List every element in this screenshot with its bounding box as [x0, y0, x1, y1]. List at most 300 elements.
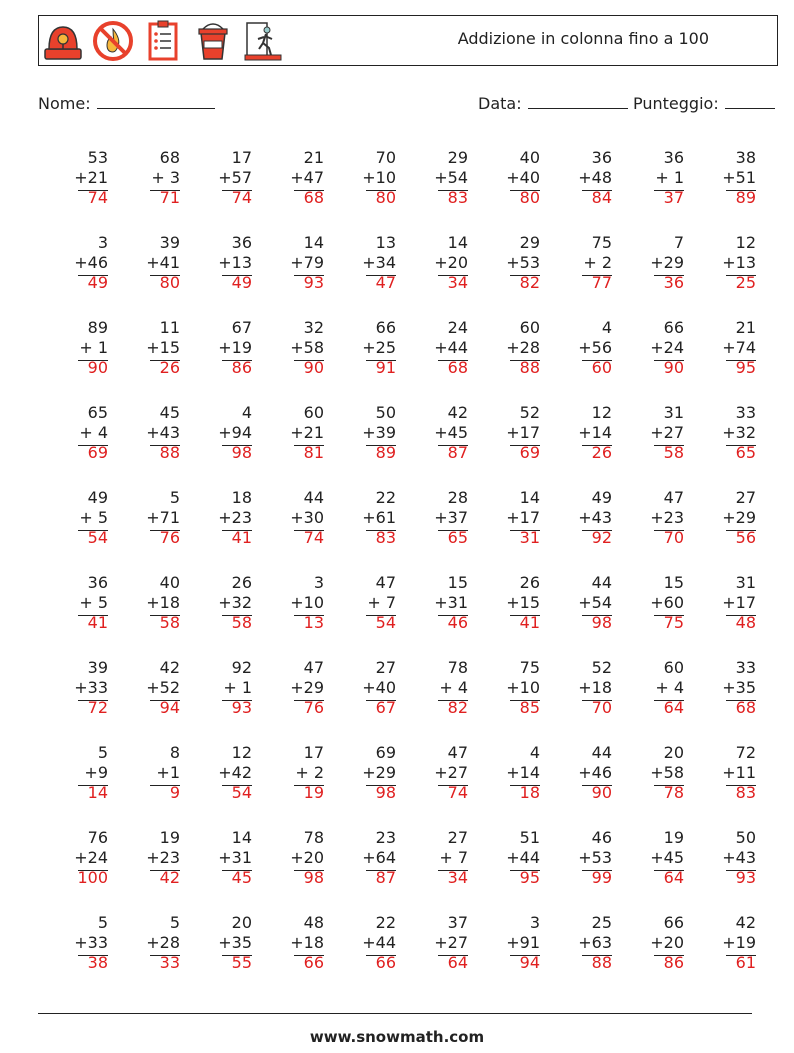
- addend-bottom: +13: [218, 253, 252, 272]
- answer: 65: [447, 528, 468, 547]
- addend-bottom: +30: [290, 508, 324, 527]
- addend-bottom: +40: [362, 678, 396, 697]
- answer: 25: [735, 273, 756, 292]
- addend-bottom: +54: [578, 593, 612, 612]
- addend-top: 31: [735, 573, 756, 592]
- answer: 54: [231, 783, 252, 802]
- addend-bottom: +14: [506, 763, 540, 782]
- addition-problem: [398, 911, 470, 996]
- addition-problem: [326, 826, 398, 911]
- addend-bottom: +43: [578, 508, 612, 527]
- addend-top: 36: [231, 233, 252, 252]
- answer: 65: [735, 443, 756, 462]
- answer: 66: [375, 953, 396, 972]
- addition-problem: [254, 146, 326, 231]
- answer: 85: [519, 698, 540, 717]
- addend-bottom: +61: [362, 508, 396, 527]
- addition-problem: [38, 826, 110, 911]
- answer: 74: [303, 528, 324, 547]
- addend-top: 4: [241, 403, 252, 422]
- answer: 91: [375, 358, 396, 377]
- addend-bottom: +45: [434, 423, 468, 442]
- addend-top: 72: [735, 743, 756, 762]
- addition-problem: [398, 401, 470, 486]
- addend-top: 21: [735, 318, 756, 337]
- addend-top: 4: [601, 318, 612, 337]
- addition-problem: [542, 146, 614, 231]
- answer: 71: [159, 188, 180, 207]
- addition-problem: [326, 656, 398, 741]
- addend-top: 36: [663, 148, 684, 167]
- answer: 80: [159, 273, 180, 292]
- addition-problem: [542, 911, 614, 996]
- fire-alarm-icon: [41, 19, 85, 63]
- addition-problem: [470, 911, 542, 996]
- addend-top: 5: [97, 743, 108, 762]
- answer: 88: [519, 358, 540, 377]
- addition-problem: [614, 571, 686, 656]
- addition-problem: [542, 656, 614, 741]
- addend-top: 28: [447, 488, 468, 507]
- answer: 54: [87, 528, 108, 547]
- addend-bottom: +18: [290, 933, 324, 952]
- answer: 98: [591, 613, 612, 632]
- addend-top: 33: [735, 403, 756, 422]
- addition-problem: [470, 401, 542, 486]
- addition-problem: [326, 231, 398, 316]
- addition-problem: [254, 231, 326, 316]
- answer: 89: [735, 188, 756, 207]
- addend-bottom: +46: [578, 763, 612, 782]
- addend-bottom: +18: [146, 593, 180, 612]
- addend-bottom: +17: [506, 508, 540, 527]
- addend-top: 42: [159, 658, 180, 677]
- addition-problem: [614, 826, 686, 911]
- answer: 58: [663, 443, 684, 462]
- answer: 90: [663, 358, 684, 377]
- answer: 80: [375, 188, 396, 207]
- addend-bottom: +20: [434, 253, 468, 272]
- addition-problem: [110, 486, 182, 571]
- addition-problem: [686, 571, 758, 656]
- fire-bucket-icon: [191, 19, 235, 63]
- addend-top: 65: [87, 403, 108, 422]
- answer: 49: [87, 273, 108, 292]
- addend-top: 21: [303, 148, 324, 167]
- addend-bottom: + 5: [79, 508, 108, 527]
- addend-bottom: +64: [362, 848, 396, 867]
- addend-bottom: +91: [506, 933, 540, 952]
- addend-top: 42: [735, 913, 756, 932]
- addition-problem: [182, 741, 254, 826]
- addition-problem: [38, 486, 110, 571]
- addition-problem: [182, 911, 254, 996]
- addition-problem: [326, 401, 398, 486]
- addend-top: 7: [673, 233, 684, 252]
- addition-problem: [110, 231, 182, 316]
- answer: 76: [159, 528, 180, 547]
- addition-problem: [326, 316, 398, 401]
- addition-problem: [398, 571, 470, 656]
- addend-bottom: + 3: [151, 168, 180, 187]
- addition-problem: [542, 826, 614, 911]
- addition-problem: [686, 741, 758, 826]
- addition-problem: [686, 486, 758, 571]
- addend-top: 78: [303, 828, 324, 847]
- addend-top: 25: [591, 913, 612, 932]
- answer: 9: [169, 783, 180, 802]
- answer: 100: [77, 868, 108, 887]
- addition-problem: [38, 231, 110, 316]
- addend-bottom: +53: [578, 848, 612, 867]
- addend-bottom: +10: [290, 593, 324, 612]
- addition-problem: [614, 231, 686, 316]
- addend-bottom: +43: [722, 848, 756, 867]
- answer: 41: [87, 613, 108, 632]
- addend-bottom: + 2: [583, 253, 612, 272]
- answer: 90: [303, 358, 324, 377]
- addend-bottom: + 5: [79, 593, 108, 612]
- addend-bottom: +1: [156, 763, 180, 782]
- addend-top: 5: [169, 913, 180, 932]
- addend-top: 5: [97, 913, 108, 932]
- addend-bottom: +20: [650, 933, 684, 952]
- addend-top: 26: [519, 573, 540, 592]
- addend-bottom: +57: [218, 168, 252, 187]
- answer: 76: [303, 698, 324, 717]
- addition-problem: [110, 571, 182, 656]
- answer: 14: [87, 783, 108, 802]
- addend-top: 51: [519, 828, 540, 847]
- addend-top: 47: [303, 658, 324, 677]
- addend-bottom: +34: [362, 253, 396, 272]
- answer: 38: [87, 953, 108, 972]
- addend-bottom: +11: [722, 763, 756, 782]
- addend-bottom: +29: [290, 678, 324, 697]
- answer: 58: [159, 613, 180, 632]
- addend-bottom: +24: [650, 338, 684, 357]
- addition-problem: [182, 401, 254, 486]
- addition-problem: [182, 656, 254, 741]
- addend-top: 48: [303, 913, 324, 932]
- answer: 42: [159, 868, 180, 887]
- addition-problem: [686, 316, 758, 401]
- addition-problem: [398, 231, 470, 316]
- addend-top: 49: [87, 488, 108, 507]
- addition-problem: [38, 316, 110, 401]
- addend-bottom: + 4: [439, 678, 468, 697]
- addend-top: 36: [591, 148, 612, 167]
- addend-bottom: +14: [578, 423, 612, 442]
- addend-bottom: +39: [362, 423, 396, 442]
- answer: 88: [159, 443, 180, 462]
- addend-top: 3: [97, 233, 108, 252]
- score-label: Punteggio:: [633, 94, 719, 113]
- addend-bottom: +32: [722, 423, 756, 442]
- addition-problem: [182, 231, 254, 316]
- addend-top: 67: [231, 318, 252, 337]
- addition-problem: [470, 316, 542, 401]
- answer: 26: [591, 443, 612, 462]
- addend-bottom: +37: [434, 508, 468, 527]
- answer: 64: [663, 868, 684, 887]
- addend-top: 38: [735, 148, 756, 167]
- addition-problem: [470, 741, 542, 826]
- addend-top: 39: [87, 658, 108, 677]
- answer: 69: [519, 443, 540, 462]
- student-fields: [38, 92, 770, 114]
- addend-bottom: +25: [362, 338, 396, 357]
- addend-bottom: +10: [506, 678, 540, 697]
- addend-top: 36: [87, 573, 108, 592]
- addend-bottom: + 2: [295, 763, 324, 782]
- answer: 83: [375, 528, 396, 547]
- addend-top: 75: [591, 233, 612, 252]
- addend-bottom: +53: [506, 253, 540, 272]
- addition-problem: [38, 911, 110, 996]
- addend-bottom: +10: [362, 168, 396, 187]
- addend-bottom: +31: [218, 848, 252, 867]
- answer: 37: [663, 188, 684, 207]
- addition-problem: [470, 571, 542, 656]
- answer: 94: [519, 953, 540, 972]
- addend-top: 26: [231, 573, 252, 592]
- addend-bottom: +27: [434, 933, 468, 952]
- answer: 64: [447, 953, 468, 972]
- addition-problem: [110, 656, 182, 741]
- addend-bottom: +58: [650, 763, 684, 782]
- addend-bottom: + 4: [79, 423, 108, 442]
- addend-top: 19: [159, 828, 180, 847]
- addition-problem: [38, 741, 110, 826]
- addition-problem: [542, 486, 614, 571]
- addition-problem: [398, 741, 470, 826]
- addition-problem: [470, 656, 542, 741]
- addend-bottom: +45: [650, 848, 684, 867]
- answer: 94: [159, 698, 180, 717]
- addend-top: 14: [519, 488, 540, 507]
- addend-bottom: +46: [74, 253, 108, 272]
- answer: 74: [231, 188, 252, 207]
- addend-bottom: +94: [218, 423, 252, 442]
- addition-problem: [398, 316, 470, 401]
- answer: 33: [159, 953, 180, 972]
- addend-bottom: +63: [578, 933, 612, 952]
- addition-problem: [182, 486, 254, 571]
- answer: 67: [375, 698, 396, 717]
- addend-bottom: +27: [434, 763, 468, 782]
- addend-top: 5: [169, 488, 180, 507]
- addend-bottom: +15: [506, 593, 540, 612]
- score-field[interactable]: [633, 92, 775, 113]
- addend-top: 47: [663, 488, 684, 507]
- addition-problem: [38, 401, 110, 486]
- addition-problem: [614, 146, 686, 231]
- addition-problem: [110, 146, 182, 231]
- addend-bottom: +58: [290, 338, 324, 357]
- worksheet-title: Addizione in colonna fino a 100: [457, 29, 709, 48]
- addend-bottom: +54: [434, 168, 468, 187]
- answer: 86: [231, 358, 252, 377]
- answer: 95: [519, 868, 540, 887]
- addition-problem: [326, 146, 398, 231]
- addend-bottom: +13: [722, 253, 756, 272]
- answer: 86: [663, 953, 684, 972]
- addition-problem: [614, 316, 686, 401]
- answer: 78: [663, 783, 684, 802]
- answer: 74: [447, 783, 468, 802]
- addend-bottom: +35: [722, 678, 756, 697]
- addend-top: 11: [159, 318, 180, 337]
- addition-problem: [686, 656, 758, 741]
- addend-bottom: +33: [74, 678, 108, 697]
- addend-top: 4: [529, 743, 540, 762]
- answer: 68: [447, 358, 468, 377]
- addend-top: 60: [663, 658, 684, 677]
- addition-problem: [110, 401, 182, 486]
- addend-top: 14: [447, 233, 468, 252]
- addend-top: 50: [735, 828, 756, 847]
- addend-top: 29: [447, 148, 468, 167]
- addend-bottom: +35: [218, 933, 252, 952]
- addend-bottom: +28: [146, 933, 180, 952]
- addition-problem: [614, 656, 686, 741]
- answer: 92: [591, 528, 612, 547]
- addend-top: 27: [375, 658, 396, 677]
- answer: 64: [663, 698, 684, 717]
- date-field[interactable]: [478, 92, 628, 113]
- addition-problem: [326, 486, 398, 571]
- answer: 49: [231, 273, 252, 292]
- addend-bottom: +44: [506, 848, 540, 867]
- problem-grid: [38, 146, 758, 996]
- addition-problem: [182, 571, 254, 656]
- addition-problem: [614, 911, 686, 996]
- addition-problem: [254, 401, 326, 486]
- addend-top: 8: [169, 743, 180, 762]
- addend-top: 44: [303, 488, 324, 507]
- answer: 31: [519, 528, 540, 547]
- addition-problem: [686, 231, 758, 316]
- addend-bottom: +21: [74, 168, 108, 187]
- addend-top: 53: [87, 148, 108, 167]
- addend-top: 78: [447, 658, 468, 677]
- addend-top: 19: [663, 828, 684, 847]
- addend-bottom: +44: [362, 933, 396, 952]
- addition-problem: [470, 146, 542, 231]
- answer: 47: [375, 273, 396, 292]
- addition-problem: [182, 146, 254, 231]
- addend-top: 76: [87, 828, 108, 847]
- addend-bottom: +79: [290, 253, 324, 272]
- addition-problem: [686, 826, 758, 911]
- answer: 60: [591, 358, 612, 377]
- addition-problem: [254, 741, 326, 826]
- answer: 56: [735, 528, 756, 547]
- addend-top: 46: [591, 828, 612, 847]
- addend-bottom: +29: [650, 253, 684, 272]
- answer: 74: [87, 188, 108, 207]
- answer: 48: [735, 613, 756, 632]
- addend-top: 14: [231, 828, 252, 847]
- addition-problem: [542, 571, 614, 656]
- addition-problem: [254, 486, 326, 571]
- addend-bottom: +19: [722, 933, 756, 952]
- addend-bottom: +41: [146, 253, 180, 272]
- answer: 70: [591, 698, 612, 717]
- addend-bottom: +9: [84, 763, 108, 782]
- addition-problem: [110, 316, 182, 401]
- name-field[interactable]: [38, 92, 215, 113]
- addend-top: 69: [375, 743, 396, 762]
- addend-bottom: +40: [506, 168, 540, 187]
- addend-top: 66: [663, 913, 684, 932]
- answer: 93: [231, 698, 252, 717]
- addition-problem: [398, 486, 470, 571]
- addend-top: 31: [663, 403, 684, 422]
- addition-problem: [542, 741, 614, 826]
- addend-bottom: + 4: [655, 678, 684, 697]
- addition-problem: [110, 911, 182, 996]
- addend-top: 22: [375, 488, 396, 507]
- answer: 18: [519, 783, 540, 802]
- addend-top: 29: [519, 233, 540, 252]
- addition-problem: [614, 486, 686, 571]
- addend-top: 89: [87, 318, 108, 337]
- addend-bottom: +15: [146, 338, 180, 357]
- addition-problem: [110, 826, 182, 911]
- addition-problem: [542, 231, 614, 316]
- addend-bottom: +24: [74, 848, 108, 867]
- addend-top: 20: [663, 743, 684, 762]
- addend-top: 47: [375, 573, 396, 592]
- addend-top: 27: [447, 828, 468, 847]
- addition-problem: [686, 146, 758, 231]
- answer: 90: [591, 783, 612, 802]
- addend-bottom: +71: [146, 508, 180, 527]
- no-fire-icon: [91, 19, 135, 63]
- addend-top: 49: [591, 488, 612, 507]
- answer: 70: [663, 528, 684, 547]
- addition-problem: [254, 911, 326, 996]
- addend-top: 22: [375, 913, 396, 932]
- addend-top: 66: [375, 318, 396, 337]
- addend-top: 52: [519, 403, 540, 422]
- addend-bottom: +21: [290, 423, 324, 442]
- answer: 41: [231, 528, 252, 547]
- answer: 34: [447, 273, 468, 292]
- addend-top: 66: [663, 318, 684, 337]
- footer-website: www.snowmath.com: [309, 1028, 485, 1046]
- addend-top: 44: [591, 743, 612, 762]
- addend-top: 60: [303, 403, 324, 422]
- addend-bottom: + 7: [439, 848, 468, 867]
- answer: 61: [735, 953, 756, 972]
- addend-bottom: +74: [722, 338, 756, 357]
- date-blank-line: [528, 92, 628, 109]
- addend-bottom: +47: [290, 168, 324, 187]
- addend-bottom: +60: [650, 593, 684, 612]
- answer: 83: [447, 188, 468, 207]
- addition-problem: [398, 146, 470, 231]
- addition-problem: [542, 316, 614, 401]
- addend-bottom: +32: [218, 593, 252, 612]
- answer: 66: [303, 953, 324, 972]
- answer: 95: [735, 358, 756, 377]
- addend-top: 17: [303, 743, 324, 762]
- addend-top: 68: [159, 148, 180, 167]
- addend-top: 32: [303, 318, 324, 337]
